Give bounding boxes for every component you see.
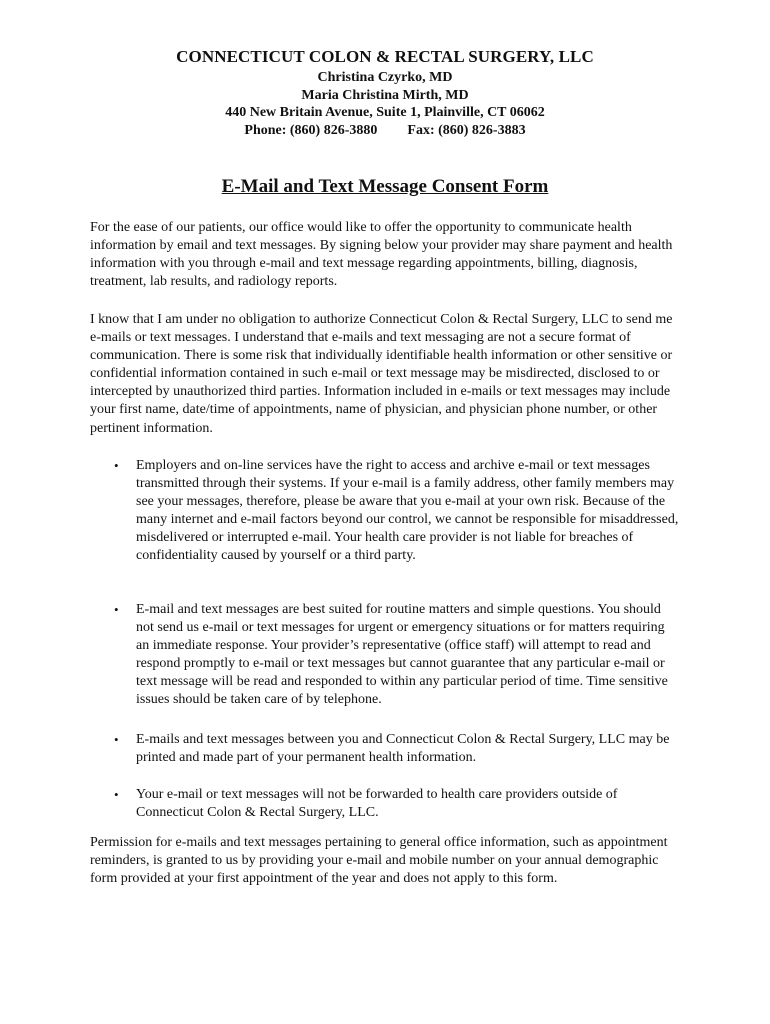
list-item-text: E-mails and text messages between you and Connecticut Colon & Rectal Surgery, LLC may be printed and made part of your permanent health information. [136,732,670,766]
fax-number: Fax: (860) 826-3883 [407,123,526,138]
form-title: E-Mail and Text Message Consent Form [221,176,549,197]
bullet-icon: • [114,787,119,802]
list-item [114,731,681,767]
practice-name: CONNECTICUT COLON & RECTAL SURGERY, LLC [176,47,594,66]
list-item-text: E-mail and text messages are best suited for routine matters and simple questions. You should not send us e-mail or text messages for urgent or emergency situations or for matters requiring an immediate response. Your provider’s representative (office staff) will attempt to read and respond promptly to e-mail or text messages but cannot guarantee that any particular e-mail or text message will be read and responded to within any particular period of time. Time sensitive issues should be taken care of by telephone. [136,602,668,708]
intro-paragraph: For the ease of our patients, our office would like to offer the opportunity to communicate health information by email and text messages. By signing below your provider may share payment and health information with you through e-mail and text message regarding appointments, billing, diagnosis, treatment, lab results, and radiology reports. [90,220,673,290]
obligation-paragraph: I know that I am under no obligation to authorize Connecticut Colon & Rectal Surgery, LLC to send me e-mails or text messages. I understand that e-mails and text messaging are not a secure format of communication. There is some risk that individually identifiable health information or other sensitive or confidential information contained in such e-mail or text message may be misdirected, disclosed to or intercepted by unauthorized third parties. Information included in e-mails or text messages may include your first name, date/time of appointments, name of physician, and physician phone number, or other pertinent information. [90,312,673,436]
doctor-name-2: Maria Christina Mirth, MD [301,88,469,103]
bullet-icon: • [114,602,119,617]
bullet-icon: • [114,732,119,747]
list-item-text: Your e-mail or text messages will not be forwarded to health care providers outside of Connecticut Colon & Rectal Surgery, LLC. [136,787,618,821]
bullet-icon: • [114,458,119,473]
list-item [114,601,681,710]
practice-address: 440 New Britain Avenue, Suite 1, Plainville, CT 06062 [225,105,545,120]
phone-number: Phone: (860) 826-3880 [244,123,378,138]
list-item [114,786,681,822]
list-item-text: Employers and on-line services have the right to access and archive e-mail or text messages transmitted through their systems. If your e-mail is a family address, other family members may see your messages, therefore, please be aware that you e-mail at your own risk. Because of the many internet and e-mail factors beyond our control, we cannot be responsible for misaddressed, misdelivered or interrupted e-mail. Your health care provider is not liable for breaches of confidentiality caused by yourself or a third party. [136,458,679,564]
contact-line [0,122,770,140]
permission-paragraph: Permission for e-mails and text messages pertaining to general office information, such as appointment reminders, is granted to us by providing your e-mail and mobile number on your annual demographic form provided at your first appointment of the year and does not apply to this form. [90,835,668,887]
list-item [114,457,681,566]
doctor-name-1: Christina Czyrko, MD [317,70,453,85]
